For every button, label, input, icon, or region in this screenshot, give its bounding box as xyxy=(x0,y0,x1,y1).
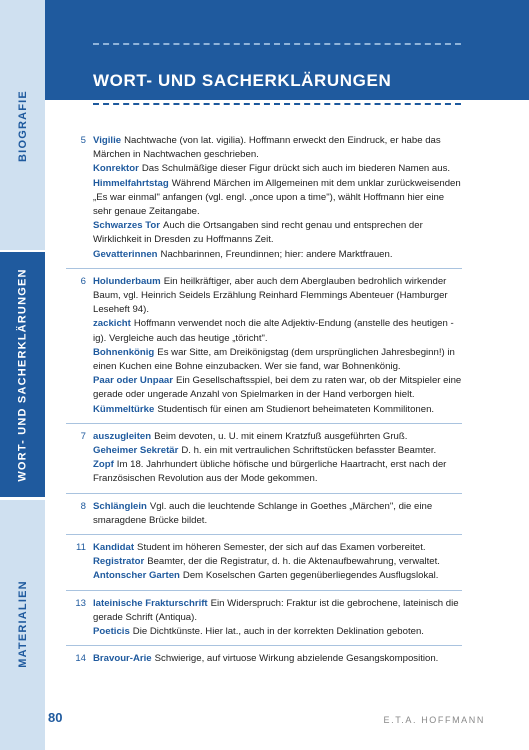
glossary-entry xyxy=(93,625,462,639)
glossary-definition: Vgl. auch die leuchtende Schlange in Goethes „Märchen", die eine smaragdene Brücke bildet. xyxy=(93,500,433,526)
glossary-definition: Student im höheren Semester, der sich auf das Examen vorbereitet. xyxy=(137,542,426,554)
glossary-entry xyxy=(93,317,462,345)
glossary-group xyxy=(66,494,462,535)
glossary-group xyxy=(66,128,462,269)
glossary-entry xyxy=(93,541,462,555)
glossary-page-ref: 13 xyxy=(75,597,86,609)
header-dash-top xyxy=(93,43,461,45)
glossary-group xyxy=(66,424,462,494)
glossary-definition: Auch die Ortsangaben sind recht genau und entsprechen der Wirklichkeit in Dresden zu Hoffmanns Zeit. xyxy=(93,220,423,246)
glossary-definition: Nachtwache (von lat. vigilia). Hoffmann erweckt den Eindruck, er habe das Märchen in Nachtwachen geschrieben. xyxy=(93,135,441,161)
glossary-term: Kümmeltürke xyxy=(93,403,155,415)
glossary-entry xyxy=(93,162,462,176)
glossary-term: Poeticis xyxy=(93,626,130,638)
glossary-term: Geheimer Sekretär xyxy=(93,445,179,457)
glossary-definition: Im 18. Jahrhundert übliche höfische und bürgerliche Haartracht, erst nach der Französischen Revolution aus der Mode gekommen. xyxy=(93,459,447,485)
glossary-term: Schlänglein xyxy=(93,500,147,512)
glossary-page-ref: 8 xyxy=(80,500,86,512)
glossary-term: Vigilie xyxy=(93,135,122,146)
glossary-group xyxy=(66,591,462,647)
footer-author: E.T.A. HOFFMANN xyxy=(383,715,485,725)
glossary-entry xyxy=(93,275,462,318)
glossary-entry xyxy=(93,403,462,417)
glossary-definition: Beim devoten, u. U. mit einem Kratzfuß ausgeführten Gruß. xyxy=(154,430,408,442)
glossary-page-ref: 5 xyxy=(80,135,86,146)
glossary-entry xyxy=(93,177,462,220)
page-number: 80 xyxy=(48,710,63,725)
glossary-group xyxy=(66,646,462,672)
glossary-term: Antonscher Garten xyxy=(93,570,180,582)
glossary-definition: Das Schulmäßige dieser Figur drückt sich auch im biederen Namen aus. xyxy=(141,163,451,175)
sidebar-tab-materialien[interactable] xyxy=(0,497,45,750)
sidebar-tab-label: MATERIALIEN xyxy=(16,579,29,668)
glossary-term: auszugleiten xyxy=(93,430,152,442)
glossary-term: Bravour-Arie xyxy=(93,653,152,665)
glossary-entry xyxy=(93,346,462,374)
glossary-definition: Ein Widerspruch: Fraktur ist die gebrochene, lateinisch die gerade Schrift (Antiqua). xyxy=(93,597,459,623)
glossary-entry xyxy=(93,444,462,458)
glossary-definition: Hoffmann verwendet noch die alte Adjektiv-Endung (anstelle des heutigen -ig). Vergleiche auch das heutige „töricht". xyxy=(93,318,454,344)
glossary-term: Konrektor xyxy=(93,163,139,175)
glossary xyxy=(66,128,462,673)
glossary-entry xyxy=(93,555,462,569)
glossary-definition: Ein heilkräftiger, aber auch dem Aberglauben bedrohlich wirkender Baum, vgl. Heinrich Seidels Erzählung Reinhard Flemmings Abenteuer (Hamburger Leseheft 94). xyxy=(93,275,448,316)
sidebar-tab-label: WORT- UND SACHERKLÄRUNGEN xyxy=(16,267,29,482)
glossary-page-ref: 7 xyxy=(80,430,86,442)
glossary-definition: Beamter, der die Registratur, d. h. die Aktenaufbewahrung, verwaltet. xyxy=(147,556,440,568)
glossary-page-ref: 6 xyxy=(80,275,86,287)
sidebar-tab-wort-und-sacherklaerungen[interactable] xyxy=(0,252,45,497)
glossary-page-ref: 14 xyxy=(75,653,86,665)
glossary-definition: Ein Gesellschaftsspiel, bei dem zu raten war, ob der Mitspieler eine gerade oder ungerade Anzahl von Spielmarken in der Hand verborgen hielt. xyxy=(93,375,462,401)
glossary-term: Gevatterinnen xyxy=(93,248,158,260)
glossary-entry xyxy=(93,652,462,666)
glossary-term: lateinische Frakturschrift xyxy=(93,597,208,609)
glossary-entry xyxy=(93,248,462,262)
glossary-term: Registrator xyxy=(93,556,145,568)
sidebar-tab-label: BIOGRAFIE xyxy=(16,90,29,162)
glossary-term: Schwarzes Tor xyxy=(93,220,161,232)
glossary-entry xyxy=(93,458,462,486)
glossary-term: Paar oder Unpaar xyxy=(93,375,173,387)
glossary-entry xyxy=(93,569,462,583)
glossary-term: Kandidat xyxy=(93,542,135,554)
glossary-term: Bohnenkönig xyxy=(93,346,155,358)
glossary-definition: Schwierige, auf virtuose Wirkung abzielende Gesangskomposition. xyxy=(154,653,439,665)
glossary-definition: Studentisch für einen am Studienort beheimateten Kommilitonen. xyxy=(157,403,435,415)
glossary-entry xyxy=(93,219,462,247)
glossary-entry xyxy=(93,500,462,528)
glossary-group xyxy=(66,535,462,591)
glossary-entry xyxy=(93,374,462,402)
glossary-definition: Während Märchen im Allgemeinen mit dem unklar zurückweisenden „Es war einmal" anfangen (vgl. engl. „once upon a time"), wählt Hoffmann hier eine sehr genaue Zeitangabe. xyxy=(93,177,461,218)
glossary-entry xyxy=(93,134,462,162)
glossary-term: Holunderbaum xyxy=(93,275,161,287)
section-sidebar xyxy=(0,0,45,750)
glossary-page-ref: 11 xyxy=(76,542,86,554)
glossary-term: Zopf xyxy=(93,459,114,471)
glossary-definition: D. h. ein mit vertraulichen Schriftstücken befasster Beamter. xyxy=(181,445,437,457)
glossary-definition: Die Dichtkünste. Hier lat., auch in der korrekten Deklination geboten. xyxy=(132,626,424,638)
glossary-entry xyxy=(93,430,462,444)
glossary-entry xyxy=(93,597,462,625)
glossary-definition: Es war Sitte, am Dreikönigstag (dem ursprünglichen Jahresbeginn!) in einen Kuchen eine Bohne einzubacken. Wer sie fand, war Bohnenkönig. xyxy=(93,346,455,373)
sidebar-tab-biografie[interactable] xyxy=(0,0,45,252)
glossary-definition: Dem Koselschen Garten gegenüberliegendes Ausflugslokal. xyxy=(182,570,439,582)
glossary-group xyxy=(66,269,462,424)
header-dash-bottom xyxy=(93,103,461,105)
glossary-definition: Nachbarinnen, Freundinnen; hier: andere Marktfrauen. xyxy=(160,248,393,260)
glossary-term: Himmelfahrtstag xyxy=(93,177,169,189)
glossary-term: zackicht xyxy=(93,318,131,330)
page-title: WORT- UND SACHERKLÄRUNGEN xyxy=(93,71,392,90)
